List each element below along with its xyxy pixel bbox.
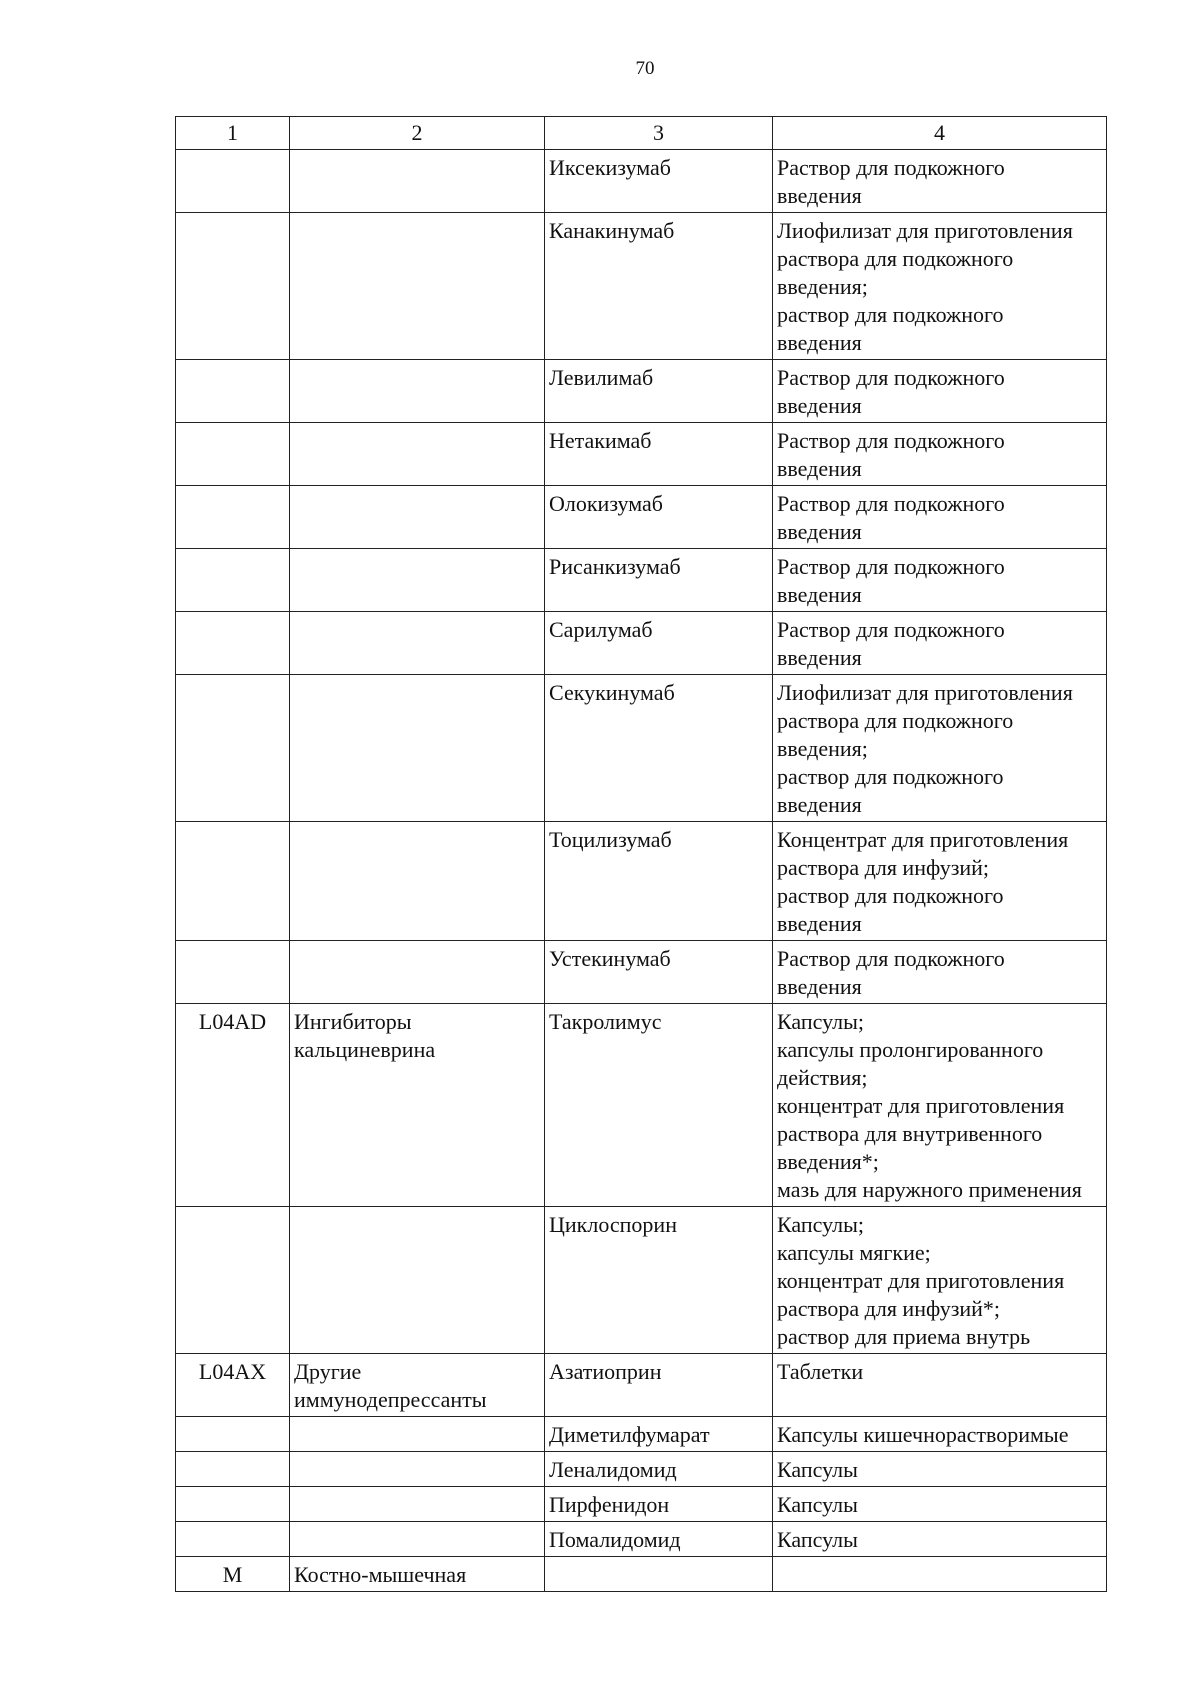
drug-name-cell: Сарилумаб: [545, 612, 773, 675]
atc-code-cell: [176, 360, 290, 423]
drug-name-cell: Секукинумаб: [545, 675, 773, 822]
atc-code-cell: [176, 1487, 290, 1522]
atc-code-cell: L04AD: [176, 1004, 290, 1207]
atc-code-cell: [176, 549, 290, 612]
atc-code-cell: M: [176, 1557, 290, 1592]
dosage-form-cell: Концентрат для приготовления раствора для инфузий; раствор для подкожного введения: [773, 822, 1107, 941]
atc-code-cell: [176, 1417, 290, 1452]
drug-name-cell: Тоцилизумаб: [545, 822, 773, 941]
group-name-cell: [290, 423, 545, 486]
table-row: [176, 822, 1107, 941]
group-name-cell: [290, 822, 545, 941]
table-row: [176, 1207, 1107, 1354]
table-row: [176, 941, 1107, 1004]
table-body: [176, 150, 1107, 1592]
group-name-cell: [290, 213, 545, 360]
drug-name-cell: Устекинумаб: [545, 941, 773, 1004]
dosage-form-cell: Лиофилизат для приготовления раствора для подкожного введения; раствор для подкожного введения: [773, 675, 1107, 822]
column-header-1: 1: [176, 117, 290, 150]
group-name-cell: [290, 1487, 545, 1522]
table-row: [176, 1557, 1107, 1592]
atc-code-cell: [176, 150, 290, 213]
table-row: [176, 1417, 1107, 1452]
dosage-form-cell: Капсулы: [773, 1487, 1107, 1522]
atc-code-cell: [176, 1522, 290, 1557]
table-row: [176, 1487, 1107, 1522]
group-name-cell: [290, 486, 545, 549]
dosage-form-cell: Раствор для подкожного введения: [773, 423, 1107, 486]
drug-name-cell: Помалидомид: [545, 1522, 773, 1557]
group-name-cell: [290, 150, 545, 213]
dosage-form-cell: Капсулы: [773, 1452, 1107, 1487]
table-row: [176, 213, 1107, 360]
atc-code-cell: [176, 675, 290, 822]
drug-name-cell: Олокизумаб: [545, 486, 773, 549]
dosage-form-cell: Раствор для подкожного введения: [773, 150, 1107, 213]
drug-name-cell: Рисанкизумаб: [545, 549, 773, 612]
dosage-form-cell: Капсулы; капсулы мягкие; концентрат для приготовления раствора для инфузий*; раствор для приема внутрь: [773, 1207, 1107, 1354]
dosage-form-cell: Капсулы: [773, 1522, 1107, 1557]
page-number: 70: [635, 58, 655, 79]
drug-table: [175, 116, 1107, 1592]
group-name-cell: Другие иммунодепрессанты: [290, 1354, 545, 1417]
dosage-form-cell: Раствор для подкожного введения: [773, 549, 1107, 612]
drug-name-cell: [545, 1557, 773, 1592]
dosage-form-cell: Таблетки: [773, 1354, 1107, 1417]
atc-code-cell: [176, 941, 290, 1004]
group-name-cell: [290, 675, 545, 822]
atc-code-cell: [176, 213, 290, 360]
atc-code-cell: [176, 822, 290, 941]
group-name-cell: [290, 1452, 545, 1487]
drug-name-cell: Нетакимаб: [545, 423, 773, 486]
atc-code-cell: [176, 423, 290, 486]
column-header-2: 2: [290, 117, 545, 150]
dosage-form-cell: Раствор для подкожного введения: [773, 486, 1107, 549]
drug-name-cell: Леналидомид: [545, 1452, 773, 1487]
table-row: [176, 1522, 1107, 1557]
table-header: [176, 117, 1107, 150]
dosage-form-cell: Лиофилизат для приготовления раствора для подкожного введения; раствор для подкожного введения: [773, 213, 1107, 360]
atc-code-cell: [176, 486, 290, 549]
column-header-3: 3: [545, 117, 773, 150]
table-row: [176, 360, 1107, 423]
table-row: [176, 612, 1107, 675]
dosage-form-cell: Капсулы кишечнорастворимые: [773, 1417, 1107, 1452]
group-name-cell: [290, 941, 545, 1004]
drug-name-cell: Канакинумаб: [545, 213, 773, 360]
table-row: [176, 423, 1107, 486]
drug-name-cell: Пирфенидон: [545, 1487, 773, 1522]
dosage-form-cell: Раствор для подкожного введения: [773, 360, 1107, 423]
drug-name-cell: Такролимус: [545, 1004, 773, 1207]
atc-code-cell: [176, 1207, 290, 1354]
dosage-form-cell: [773, 1557, 1107, 1592]
group-name-cell: Ингибиторы кальциневрина: [290, 1004, 545, 1207]
column-header-4: 4: [773, 117, 1107, 150]
table-row: [176, 150, 1107, 213]
drug-name-cell: Циклоспорин: [545, 1207, 773, 1354]
drug-name-cell: Иксекизумаб: [545, 150, 773, 213]
drug-name-cell: Азатиоприн: [545, 1354, 773, 1417]
header-row: [176, 117, 1107, 150]
atc-code-cell: [176, 1452, 290, 1487]
drug-name-cell: Диметилфумарат: [545, 1417, 773, 1452]
group-name-cell: [290, 549, 545, 612]
drug-name-cell: Левилимаб: [545, 360, 773, 423]
dosage-form-cell: Раствор для подкожного введения: [773, 941, 1107, 1004]
dosage-form-cell: Капсулы; капсулы пролонгированного действия; концентрат для приготовления раствора для внутривенного введения*; мазь для наружного применения: [773, 1004, 1107, 1207]
group-name-cell: [290, 360, 545, 423]
dosage-form-cell: Раствор для подкожного введения: [773, 612, 1107, 675]
table-row: [176, 549, 1107, 612]
group-name-cell: Костно-мышечная: [290, 1557, 545, 1592]
atc-code-cell: [176, 612, 290, 675]
table-row: [176, 1354, 1107, 1417]
group-name-cell: [290, 612, 545, 675]
group-name-cell: [290, 1417, 545, 1452]
table-row: [176, 1452, 1107, 1487]
table-row: [176, 1004, 1107, 1207]
atc-code-cell: L04AX: [176, 1354, 290, 1417]
group-name-cell: [290, 1522, 545, 1557]
group-name-cell: [290, 1207, 545, 1354]
table-row: [176, 486, 1107, 549]
table-row: [176, 675, 1107, 822]
